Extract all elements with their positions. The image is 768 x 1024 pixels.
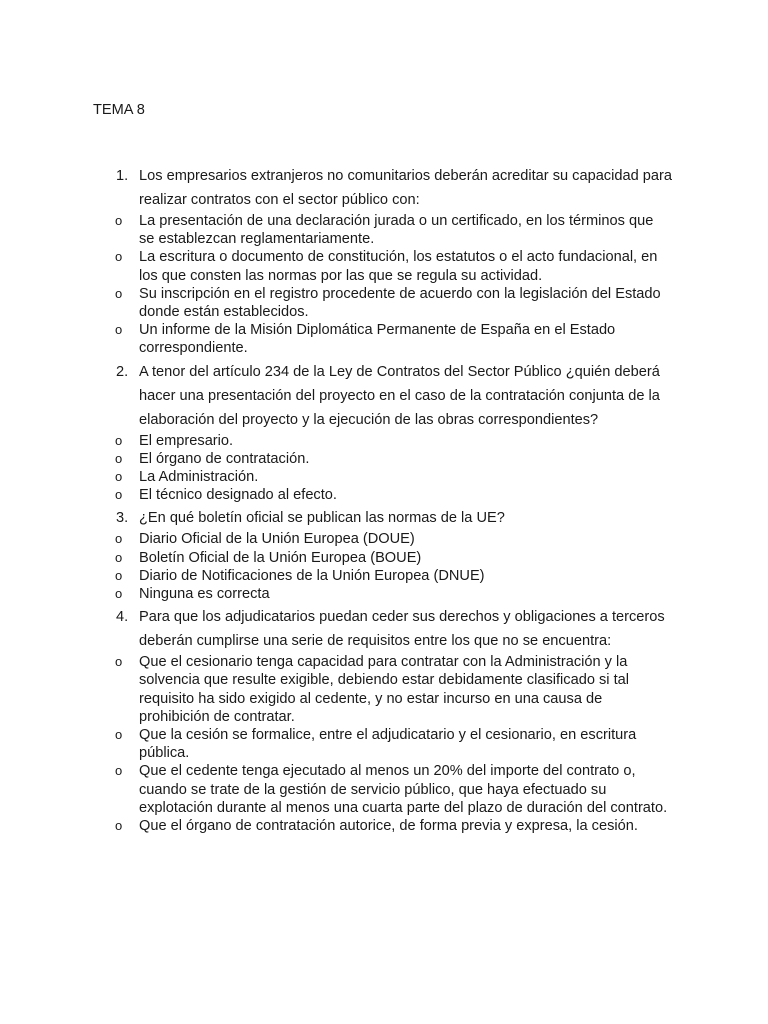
- option: [0, 817, 768, 835]
- question-number: 1.: [116, 168, 129, 184]
- question-1: [0, 164, 768, 212]
- bullet-icon: o: [115, 249, 123, 265]
- option-text: La escritura o documento de constitución, los estatutos o el acto fundacional, en los que consten las normas por las que se regula su actividad.: [139, 249, 658, 284]
- option: [0, 585, 768, 603]
- bullet-icon: o: [115, 469, 123, 485]
- bullet-icon: o: [115, 586, 123, 602]
- question-list: [0, 164, 768, 835]
- bullet-icon: o: [115, 285, 123, 301]
- option: [0, 212, 768, 248]
- bullet-icon: o: [115, 549, 123, 565]
- question-text: Los empresarios extranjeros no comunitarios deberán acreditar su capacidad para realizar contratos con el sector público con:: [139, 168, 672, 208]
- bullet-icon: o: [115, 727, 123, 743]
- option-text: Que el cesionario tenga capacidad para contratar con la Administración y la solvencia que resulte exigible, debiendo estar debidamente clasificado si tal requisito ha sido exigido al cedente, y no estar incurso en una causa de prohibición de contratar.: [139, 654, 630, 725]
- bullet-icon: o: [115, 213, 123, 228]
- option-text: El empresario.: [139, 432, 234, 449]
- bullet-icon: o: [115, 763, 123, 779]
- question-text: Para que los adjudicatarios puedan ceder sus derechos y obligaciones a terceros deberán cumplirse una serie de requisitos entre los que no se encuentra:: [139, 609, 665, 650]
- option: [0, 549, 768, 567]
- bullet-icon: o: [115, 818, 123, 834]
- bullet-icon: o: [115, 487, 123, 503]
- option-text: Boletín Oficial de la Unión Europea (BOUE): [139, 549, 422, 566]
- option: [0, 726, 768, 762]
- option: [0, 450, 768, 468]
- option-text: Diario Oficial de la Unión Europea (DOUE): [139, 531, 415, 548]
- question-number: 3.: [116, 510, 129, 527]
- option-text: Ninguna es correcta: [139, 586, 270, 603]
- question-text: ¿En qué boletín oficial se publican las normas de la UE?: [139, 510, 505, 527]
- bullet-icon: o: [115, 567, 123, 583]
- option-text: Diario de Notificaciones de la Unión Europea (DNUE): [139, 567, 485, 584]
- option-text: Que el órgano de contratación autorice, de forma previa y expresa, la cesión.: [139, 818, 638, 835]
- question-3: [0, 506, 768, 530]
- option: [0, 762, 768, 817]
- option: [0, 468, 768, 486]
- option-text: Que la cesión se formalice, entre el adjudicatario y el cesionario, en escritura pública.: [139, 727, 637, 762]
- option-text: La presentación de una declaración jurada o un certificado, en los términos que se establezcan reglamentariamente.: [139, 213, 654, 248]
- option: [0, 432, 768, 450]
- bullet-icon: o: [115, 531, 123, 547]
- bullet-icon: o: [115, 450, 123, 466]
- question-number: 4.: [116, 609, 129, 626]
- option: [0, 248, 768, 284]
- question-2: [0, 360, 768, 432]
- bullet-icon: o: [115, 432, 123, 448]
- option-text: La Administración.: [139, 469, 259, 486]
- option-text: Un informe de la Misión Diplomática Permanente de España en el Estado correspondiente.: [139, 322, 616, 357]
- question-text: A tenor del artículo 234 de la Ley de Contratos del Sector Público ¿quién deberá hacer una presentación del proyecto en el caso de la contratación conjunta de la elaboración del proyecto y la ejecución de las obras correspondientes?: [139, 363, 660, 428]
- question-number: 2.: [116, 363, 129, 380]
- option: [0, 530, 768, 548]
- option-text: El órgano de contratación.: [139, 450, 310, 467]
- option: [0, 321, 768, 357]
- option: [0, 653, 768, 726]
- option-text: Su inscripción en el registro procedente de acuerdo con la legislación del Estado donde están establecidos.: [139, 285, 661, 321]
- option-text: Que el cedente tenga ejecutado al menos un 20% del importe del contrato o, cuando se trate de la gestión de servicio público, que haya efectuado su explotación durante al menos una cuarta parte del plazo de duración del contrato.: [139, 763, 668, 816]
- bullet-icon: o: [115, 322, 123, 338]
- question-4: [0, 605, 768, 653]
- bullet-icon: o: [115, 654, 123, 670]
- option: [0, 285, 768, 321]
- page-title: TEMA 8: [93, 102, 145, 118]
- option: [0, 567, 768, 585]
- option-text: El técnico designado al efecto.: [139, 487, 337, 504]
- option: [0, 486, 768, 504]
